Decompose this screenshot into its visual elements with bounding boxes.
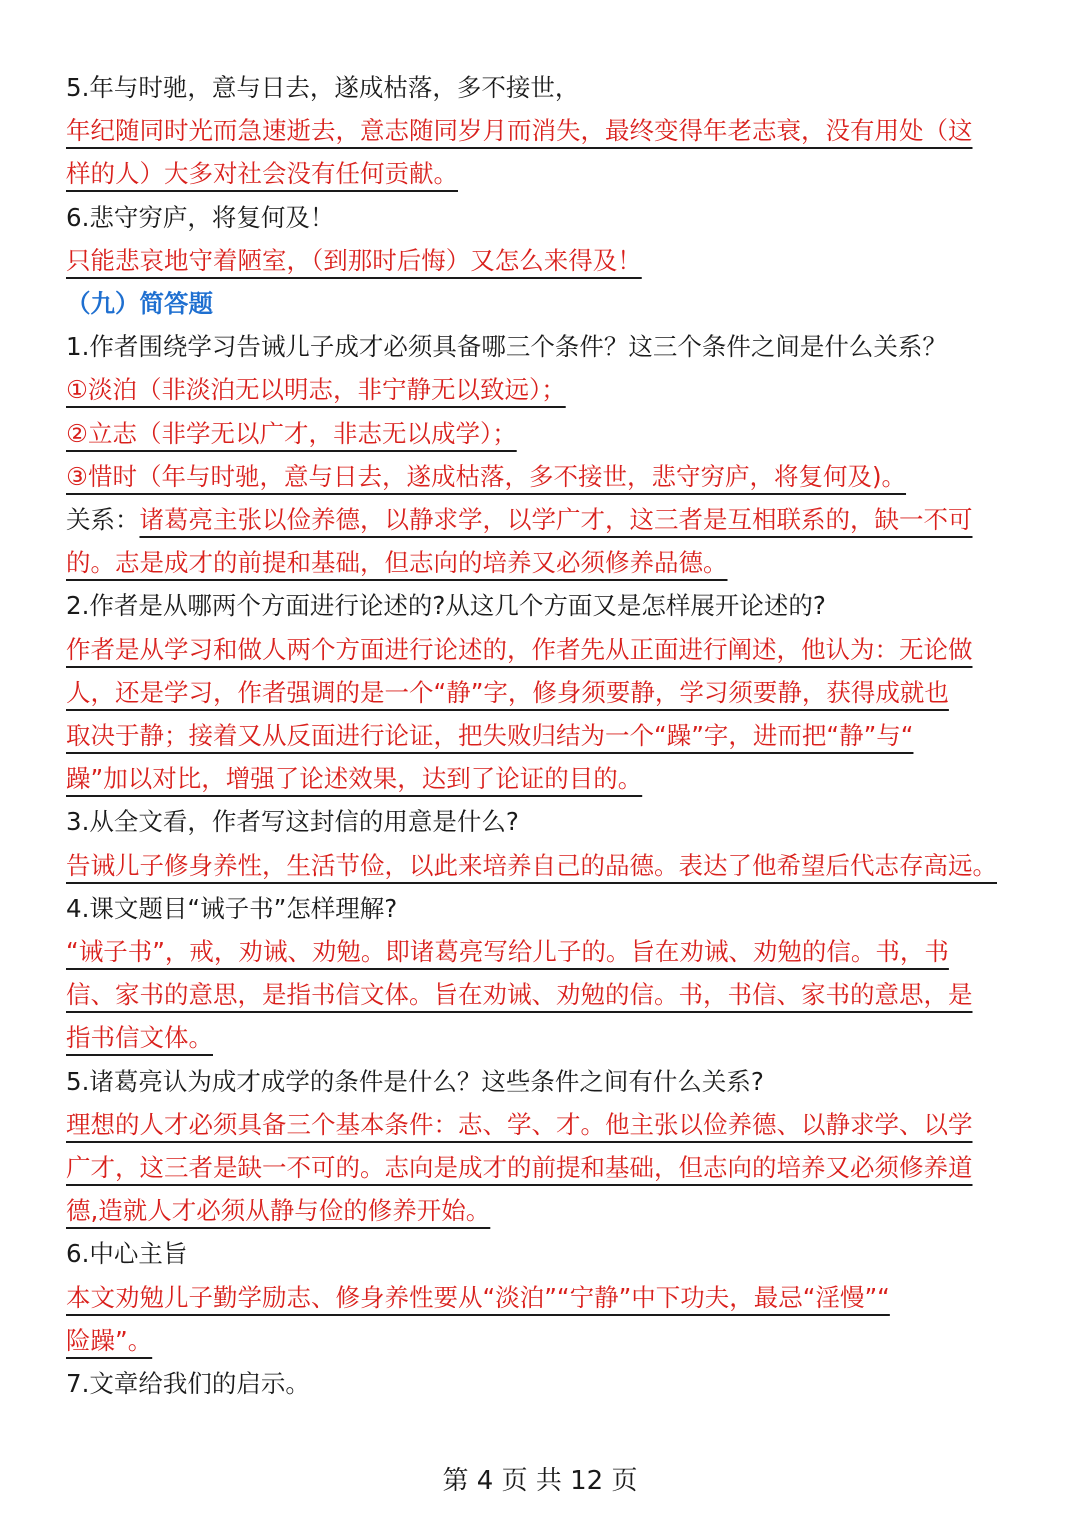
answer-line-text: 作者是从学习和做人两个方面进行论述的，作者先从正面进行阐述，他认为：无论做 [66, 634, 973, 664]
answer-line-text: 人，还是学习，作者强调的是一个“静”字，修身须要静，学习须要静，获得成就也 [66, 677, 949, 707]
answer-line [66, 1319, 1016, 1362]
answer-line-text: ①淡泊（非淡泊无以明志，非宁静无以致远）； [66, 375, 566, 405]
answer-line [66, 239, 1016, 282]
answer-line [66, 541, 1016, 584]
answer-text: 诸葛亮主张以俭养德，以静求学，以学广才，这三者是互相联系的，缺一不可 [139, 505, 973, 535]
answer-line-text: 样的人）大多对社会没有任何贡献。 [66, 159, 458, 189]
answer-line-text: 年纪随同时光而急速逝去，意志随同岁月而消失，最终变得年老志衰，没有用处（这 [66, 116, 973, 146]
answer-line [66, 714, 1016, 757]
question-line-text: 3.从全文看，作者写这封信的用意是什么? [66, 807, 519, 837]
answer-line-text: 取决于静；接着又从反面进行论证，把失败归结为一个“躁”字，进而把“静”与“ [66, 721, 914, 751]
answer-line-text: 躁”加以对比，增强了论述效果，达到了论证的目的。 [66, 764, 643, 794]
question-line-text: 1.作者围绕学习告诫儿子成才必须具备哪三个条件？这三个条件之间是什么关系？ [66, 332, 947, 362]
answer-line [66, 757, 1016, 800]
answer-line [66, 1016, 1016, 1059]
answer-line [66, 368, 1016, 411]
answer-line [66, 671, 1016, 714]
answer-line [66, 930, 1016, 973]
answer-line-text: “诫子书”，戒，劝诫、劝勉。即诸葛亮写给儿子的。旨在劝诫、劝勉的信。书，书 [66, 937, 949, 967]
answer-line-text: 信、家书的意思，是指书信文体。旨在劝诫、劝勉的信。书，书信、家书的意思，是 [66, 980, 973, 1010]
document-body [66, 66, 1016, 1405]
page-number: 第 4 页 共 12 页 [442, 1466, 638, 1496]
section-heading-text: （九）简答题 [66, 289, 213, 319]
answer-line [66, 1103, 1016, 1146]
question-line [66, 1060, 1016, 1103]
answer-line-text: 本文劝勉儿子勤学励志、修身养性要从“淡泊”“宁静”中下功夫，最忌“淫慢”“ [66, 1282, 890, 1312]
question-line [66, 196, 1016, 239]
question-line [66, 325, 1016, 368]
answer-line [66, 152, 1016, 195]
answer-line [66, 628, 1016, 671]
answer-line-text: 德,造就人才必须从静与俭的修养开始。 [66, 1196, 491, 1226]
answer-label: 关系： [66, 505, 140, 535]
question-line-text: 2.作者是从哪两个方面进行论述的?从这几个方面又是怎样展开论述的? [66, 591, 826, 621]
answer-line-text: ②立志（非学无以广才，非志无以成学）； [66, 418, 517, 448]
answer-line-text: ③惜时（年与时驰，意与日去，遂成枯落，多不接世，悲守穷庐，将复何及)。 [66, 461, 907, 491]
question-line [66, 584, 1016, 627]
question-line-text: 6.中心主旨 [66, 1239, 188, 1269]
answer-line-text: 指书信文体。 [66, 1023, 213, 1053]
answer-line-text: 告诫儿子修身养性，生活节俭，以此来培养自己的品德。表达了他希望后代志存高远。 [66, 850, 997, 880]
section-heading [66, 282, 1016, 325]
answer-line [66, 412, 1016, 455]
answer-line [66, 455, 1016, 498]
answer-line-text: 理想的人才必须具备三个基本条件：志、学、才。他主张以俭养德、以静求学、以学 [66, 1109, 973, 1139]
question-line-text: 5.年与时驰，意与日去，遂成枯落，多不接世， [66, 73, 580, 102]
answer-line [66, 973, 1016, 1016]
answer-line-text: 只能悲哀地守着陋室，（到那时后悔）又怎么来得及！ [66, 245, 642, 275]
question-line-text: 5.诸葛亮认为成才成学的条件是什么？这些条件之间有什么关系? [66, 1066, 764, 1096]
question-line-text: 6.悲守穷庐，将复何及！ [66, 202, 335, 232]
answer-line-text: 的。志是成才的前提和基础，但志向的培养又必须修养品德。 [66, 548, 728, 578]
answer-line [66, 109, 1016, 152]
answer-line-text: 广才，这三者是缺一不可的。志向是成才的前提和基础，但志向的培养又必须修养道 [66, 1153, 973, 1183]
answer-line [66, 1189, 1016, 1232]
answer-line [66, 844, 1016, 887]
question-line [66, 1232, 1016, 1275]
question-line-text: 7.文章给我们的启示。 [66, 1369, 310, 1399]
answer-line [66, 498, 1016, 541]
answer-line [66, 1146, 1016, 1189]
question-line-text: 4.课文题目“诫子书”怎样理解? [66, 893, 398, 923]
question-line [66, 800, 1016, 843]
question-line [66, 887, 1016, 930]
question-line [66, 1362, 1016, 1405]
answer-line-text: 险躁”。 [66, 1325, 153, 1355]
question-line [66, 66, 1016, 109]
answer-line [66, 1276, 1016, 1319]
